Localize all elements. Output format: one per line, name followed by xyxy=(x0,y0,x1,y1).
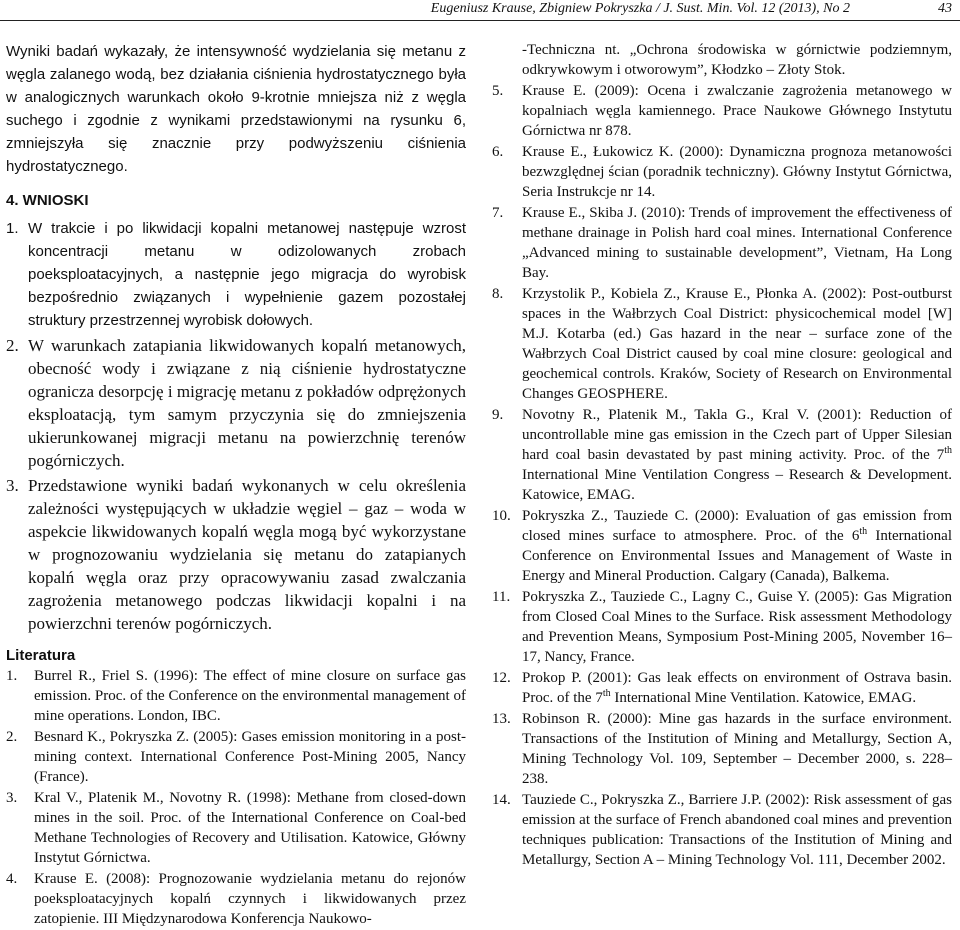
section-title-conclusions: 4. WNIOSKI xyxy=(6,192,89,209)
reference-item xyxy=(492,405,952,505)
reference-text: Krause E. (2008): Prognozowanie wydzielania metanu do rejonów poeksploatacyjnych kopalń czynnych i likwidowanych przez zatopienie. III Międzynarodowa Konferencja Naukowo- xyxy=(34,871,466,927)
reference-number: 14. xyxy=(492,792,511,808)
conclusion-text: W warunkach zatapiania likwidowanych kopalń metanowych, obecność wody i związane z nią ciśnienie hydrostatyczne ogranicza desorpcję i migrację metanu z pokładów odprężonych eksploatacją, tym samym przyczynia się do zmniejszenia ukierunkowanej migracji metanu na powierzchnię terenów pogórniczych. xyxy=(28,336,466,470)
conclusion-number: 2. xyxy=(6,336,19,355)
reference-item xyxy=(492,284,952,404)
reference-item xyxy=(6,869,466,929)
reference-number: 7. xyxy=(492,205,504,221)
reference-item xyxy=(6,788,466,868)
reference-number: 5. xyxy=(492,83,504,99)
reference-text: Robinson R. (2000): Mine gas hazards in the surface environment. Transactions of the Institution of Mining and Metallurgy, Section A, Mining Technology Vol. 109, September – December 2000, s. 228–238. xyxy=(522,711,952,787)
reference-item xyxy=(492,790,952,870)
reference-item xyxy=(492,587,952,667)
conclusion-number: 1. xyxy=(6,220,19,237)
reference-text: International Mine Ventilation. Katowice, EMAG. xyxy=(610,690,917,706)
conclusion-item xyxy=(6,217,466,332)
reference-text: Pokryszka Z., Tauziede C., Lagny C., Guise Y. (2005): Gas Migration from Closed Coal Mines to the Surface. Risk assessment Methodology and Prevention Means, Symposium Post-Mining 2005, November 16–17, Nancy, France. xyxy=(522,589,952,665)
reference-item xyxy=(6,727,466,787)
ordinal-suffix: th xyxy=(944,445,952,456)
ordinal-suffix: th xyxy=(859,526,868,537)
reference-continuation xyxy=(492,40,952,80)
reference-number: 8. xyxy=(492,286,504,302)
reference-number: 6. xyxy=(492,144,504,160)
reference-item xyxy=(492,506,952,586)
reference-text: Besnard K., Pokryszka Z. (2005): Gases emission monitoring in a post-mining context. International Conference Post-Mining 2005, Nancy (France). xyxy=(34,729,466,785)
conclusion-item xyxy=(6,334,466,472)
reference-number: 12. xyxy=(492,670,511,686)
reference-text: Novotny R., Platenik M., Takla G., Kral V. (2001): Reduction of uncontrollable mine gas emission in the Czech part of Upper Silesian hard coal basin devastated by past mining activity. Proc. of the 7 xyxy=(522,407,952,463)
reference-text: Krause E., Łukowicz K. (2000): Dynamiczna prognoza metanowości bezwzględnej ścian (poradnik techniczny). Główny Instytut Górnictwa, Seria Instrukcje nr 14. xyxy=(522,144,952,200)
reference-number: 3. xyxy=(6,790,18,806)
reference-text: Tauziede C., Pokryszka Z., Barriere J.P. (2002): Risk assessment of gas emission at the surface of French abandoned coal mines and prevention techniques publication: Transactions of the Institution of Mining and Metallurgy, Section A – Mining Technology Vol. 111, December 2002. xyxy=(522,792,952,868)
reference-number: 11. xyxy=(492,589,511,605)
reference-text: Krause E. (2009): Ocena i zwalczanie zagrożenia metanowego w kopalniach węgla kamiennego. Prace Naukowe Głównego Instytutu Górnictwa nr 878. xyxy=(522,83,952,139)
reference-number: 10. xyxy=(492,508,511,524)
reference-number: 9. xyxy=(492,407,504,423)
conclusion-item xyxy=(6,474,466,635)
literature-title: Literatura xyxy=(6,647,76,664)
reference-text: Kral V., Platenik M., Novotny R. (1998): Methane from closed-down mines in the soil. Proc. of the International Conference on Coal-bed Methane Technologies of Recovery and Utilisation. Katowice, Główny Instytut Górnictwa. xyxy=(34,790,466,866)
reference-item xyxy=(492,142,952,202)
running-title: Eugeniusz Krause, Zbigniew Pokryszka / J. Sust. Min. Vol. 12 (2013), No 2 xyxy=(430,1,850,16)
reference-text: -Techniczna nt. „Ochrona środowiska w górnictwie podziemnym, odkrywkowym i otworowym”, Kłodzko – Złoty Stok. xyxy=(522,42,952,78)
results-paragraph: Wyniki badań wykazały, że intensywność wydzielania się metanu z węgla zalanego wodą, bez działania ciśnienia hydrostatycznego była w analogicznych warunkach około 9-krotnie mniejsza niż z węgla suchego i zgodnie z wynikami przedstawionymi na rysunku 6, zmniejszyła się znacznie przy podwyższeniu ciśnienia hydrostatycznego. xyxy=(6,43,466,175)
reference-item xyxy=(492,81,952,141)
reference-number: 4. xyxy=(6,871,18,887)
reference-list-left xyxy=(6,666,466,929)
reference-item xyxy=(492,203,952,283)
reference-text: International Conference on Environmental Issues and Management of Waste in Energy and Mineral Production. Calgary (Canada), Balkema. xyxy=(522,528,952,584)
reference-text: Krause E., Skiba J. (2010): Trends of improvement the effectiveness of methane drainage in Polish hard coal mines. International Conference „Advanced mining to sustainable development”, Vietnam, Ha Long Bay. xyxy=(522,205,952,281)
page-number: 43 xyxy=(938,1,952,16)
right-column xyxy=(492,40,952,871)
reference-text: Pokryszka Z., Tauziede C. (2000): Evaluation of gas emission from closed mines surface to atmosphere. Proc. of the 6 xyxy=(522,508,952,544)
reference-number: 13. xyxy=(492,711,511,727)
conclusion-text: Przedstawione wyniki badań wykonanych w celu określenia zależności występujących w układzie węgiel – gaz – woda w aspekcie likwidowanych kopalń węgla mogą być wykorzystane w prognozowaniu wydzielania się metanu do zatapianych kopalń węgla oraz przy opracowywaniu zasad zwalczania zagrożenia metanowego podczas likwidacji kopalni i na powierzchni terenów pogórniczych. xyxy=(28,476,466,633)
reference-text: Prokop P. (2001): Gas leak effects on environment of Ostrava basin. Proc. of the 7 xyxy=(522,670,952,706)
reference-list-right xyxy=(492,40,952,870)
reference-number: 2. xyxy=(6,729,18,745)
running-header xyxy=(0,0,960,21)
ordinal-suffix: th xyxy=(602,688,611,699)
reference-item xyxy=(492,668,952,708)
reference-text: Burrel R., Friel S. (1996): The effect of mine closure on surface gas emission. Proc. of the Conference on the environmental management of mine operations. London, IBC. xyxy=(34,668,466,724)
reference-item xyxy=(6,666,466,726)
conclusions-list xyxy=(6,217,466,635)
reference-text: International Mine Ventilation Congress – Research & Development. Katowice, EMAG. xyxy=(522,467,952,503)
conclusion-number: 3. xyxy=(6,476,19,495)
conclusion-text: W trakcie i po likwidacji kopalni metanowej następuje wzrost koncentracji metanu w odizolowanych zrobach poeksploatacyjnych, a następnie jego migracja do wyrobisk bezpośrednio związanych i wypełnienie gazem pozostałej struktury przestrzennej wyrobisk dołowych. xyxy=(28,220,466,329)
reference-number: 1. xyxy=(6,668,18,684)
reference-text: Krzystolik P., Kobiela Z., Krause E., Płonka A. (2002): Post-outburst spaces in the Wałbrzych Coal District: physicochemical model [W] M.J. Kotarba (ed.) Gas hazard in the near – surface zone of the Wałbrzych Coal District caused by coal mine closure: geological and geochemical controls. Kraków, Society of Research on Environmental Changes GEOSPHERE. xyxy=(522,286,952,402)
left-column xyxy=(6,40,466,930)
reference-item xyxy=(492,709,952,789)
